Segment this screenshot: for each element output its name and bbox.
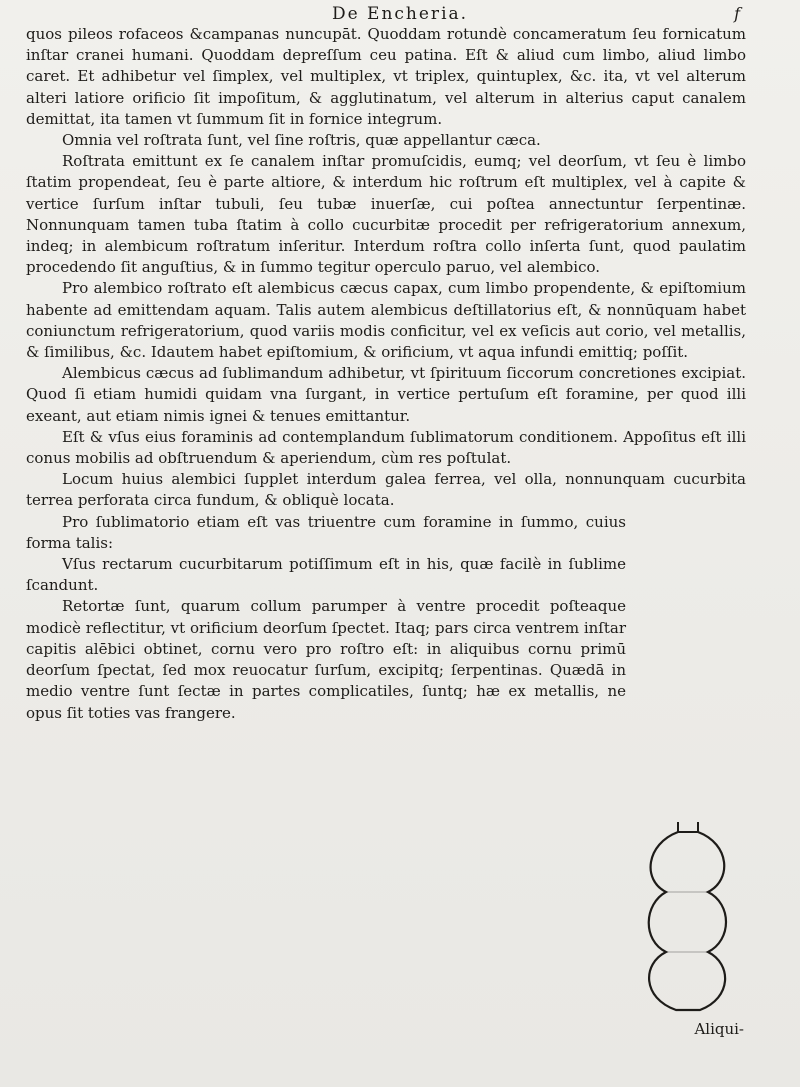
running-title: De Encheria.	[331, 4, 469, 24]
catchword: Aliqui-	[694, 1020, 744, 1038]
paragraph: Pro ſublimatorio etiam eſt vas triuentre cum foramine in ſummo, cuius forma talis:	[26, 512, 626, 552]
paragraph: Eſt & vſus eius foraminis ad contemplandum ſublimatorum conditionem. Appoſitus eſt illi conus mobilis ad obſtruendum & aperiendum, cùm res poſtulat.	[26, 427, 746, 468]
paragraph: Retortæ ſunt, quarum collum parumper à ventre procedit poſteaque modicè reflectitur, vt orificium deorſum ſpectet. Itaq; pars circa ventrem inſtar capitis alēbici obtinet, cornu vero pro roſtro eſt: in aliquibus cornu primū deorſum ſpectat, ſed mox reuocatur ſurſum, excipitq; ſerpentinas. Quædā in medio ventre ſunt ſectæ in partes complicatiles, ſuntq; hæ ex metallis, ne opus ſit toties vas frangere.	[26, 597, 626, 722]
text-block	[26, 24, 746, 724]
triple-belly-vessel-illustration	[636, 818, 732, 1016]
page-header	[60, 4, 740, 26]
signature-mark: f	[734, 4, 740, 23]
paragraph: quos pileos rofaceos &campanas nuncupāt. Quoddam rotundè concameratum ſeu fornicatum inſtar cranei humani. Quoddam depreſſum ceu patina. Eſt & aliud cum limbo, aliud limbo caret. Et adhibetur vel ſimplex, vel multiplex, vt triplex, quintuplex, &c. ita, vt vel alterum alteri latiore orificio ſit impoſitum, & agglutinatum, vel alterum in alterius caput canalem demittat, ita tamen vt ſummum ſit in fornice integrum.	[26, 25, 746, 128]
paragraph: Omnia vel roſtrata ſunt, vel ſine roſtris, quæ appellantur cæca.	[62, 131, 541, 150]
paragraph: Locum huius alembici ſupplet interdum galea ferrea, vel olla, nonnunquam cucurbita terrea perforata circa fundum, & obliquè locata.	[26, 470, 746, 510]
paragraph: Alembicus cæcus ad ſublimandum adhibetur, vt ſpirituum ſiccorum concretiones excipiat. Quod ſi etiam humidi quidam vna ſurgant, in vertice pertuſum eſt foramine, per quod illi exeant, aut etiam nimis ignei & tenues emittantur.	[26, 364, 746, 425]
paragraph: Roſtrata emittunt ex ſe canalem inſtar promuſcidis, eumq; vel deorſum, vt ſeu è limbo ſtatim propendeat, ſeu è parte altiore, & interdum hic roſtrum eſt multiplex, vel à capite & vertice ſurſum inſtar tubuli, ſeu tubæ inuerſæ, cui poſtea annectuntur ſerpentinæ. Nonnunquam tamen tuba ſtatim à collo cucurbitæ procedit per refrigeratorium annexum, indeq; in alembicum roſtratum inſeritur. Interdum roſtra collo inſerta ſunt, quod paulatim procedendo ſit anguſtius, & in ſummo tegitur operculo paruo, vel alembico.	[26, 152, 746, 277]
paragraph: Vſus rectarum cucurbitarum potiſſimum eſt in his, quæ facilè in ſublime ſcandunt.	[26, 555, 626, 595]
paragraph: Pro alembico roſtrato eſt alembicus cæcus capax, cum limbo propendente, & epiſtomium habente ad emittendam aquam. Talis autem alembicus deſtillatorius eſt, & nonnūquam habet coniunctum refrigeratorium, quod variis modis conficitur, vel ex veſicis aut corio, vel metallis, & ſimilibus, &c. Idautem habet epiſtomium, & orificium, vt aqua infundi emittiq; poſſit.	[26, 279, 746, 362]
